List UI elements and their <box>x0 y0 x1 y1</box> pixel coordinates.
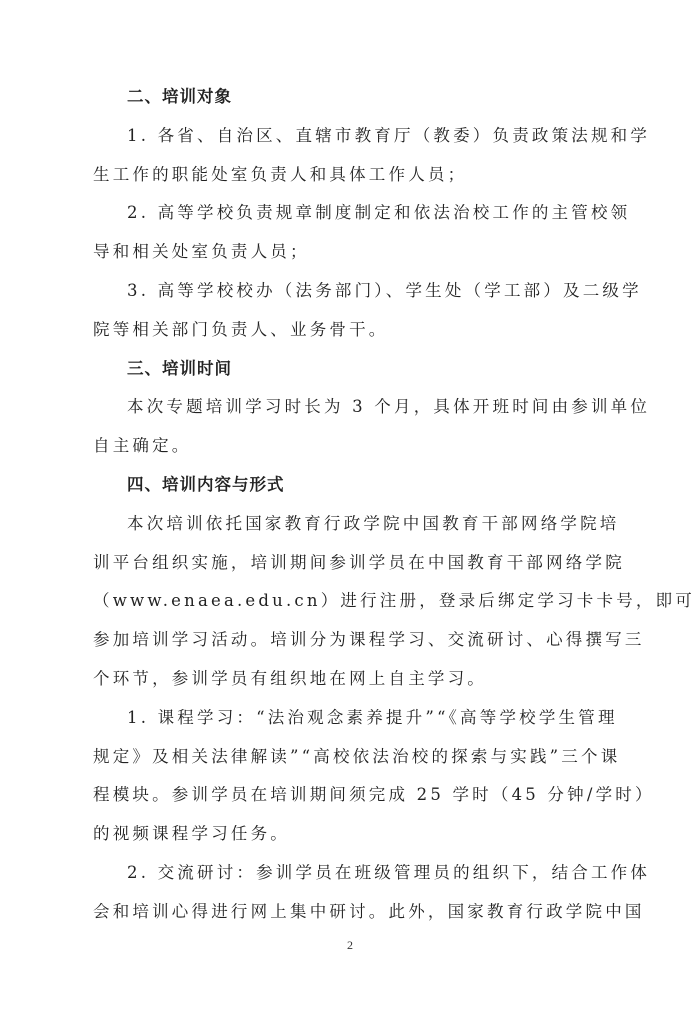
paragraph-line: 1. 各省、自治区、直辖市教育厅（教委）负责政策法规和学 <box>127 125 651 145</box>
paragraph-line: 程模块。参训学员在培训期间须完成 25 学时（45 分钟/学时） <box>93 785 655 805</box>
paragraph-line: 3. 高等学校校办（法务部门）、学生处（学工部）及二级学 <box>127 280 642 300</box>
paragraph-line: 自主确定。 <box>93 436 192 456</box>
paragraph-line: 生工作的职能处室负责人和具体工作人员； <box>93 164 468 184</box>
paragraph-line: 导和相关处室负责人员； <box>93 242 310 262</box>
paragraph-line: 参加培训学习活动。培训分为课程学习、交流研讨、心得撰写三 <box>93 630 645 650</box>
section-heading-content-format: 四、培训内容与形式 <box>127 474 285 494</box>
paragraph-line: 2. 交流研讨：参训学员在班级管理员的组织下，结合工作体 <box>127 862 651 882</box>
paragraph-line: 规定》及相关法律解读”“高校依法治校的探索与实践”三个课 <box>93 746 621 766</box>
page-number: 2 <box>347 938 353 952</box>
section-heading-training-time: 三、培训时间 <box>127 358 232 378</box>
paragraph-line: 训平台组织实施，培训期间参训学员在中国教育干部网络学院 <box>93 552 625 572</box>
document-page-body <box>93 78 695 932</box>
paragraph-line: 会和培训心得进行网上集中研讨。此外，国家教育行政学院中国 <box>93 901 645 921</box>
paragraph-line: 本次专题培训学习时长为 3 个月，具体开班时间由参训单位 <box>127 397 651 417</box>
paragraph-line: 个环节，参训学员有组织地在网上自主学习。 <box>93 668 487 688</box>
paragraph-line-url: （www.enaea.edu.cn）进行注册，登录后绑定学习卡卡号，即可 <box>93 591 695 611</box>
paragraph-line: 1. 课程学习：“法治观念素养提升”“《高等学校学生管理 <box>127 707 618 727</box>
paragraph-line: 本次培训依托国家教育行政学院中国教育干部网络学院培 <box>127 513 620 533</box>
section-heading-training-targets: 二、培训对象 <box>127 87 232 106</box>
paragraph-line: 的视频课程学习任务。 <box>93 824 290 844</box>
paragraph-line: 2. 高等学校负责规章制度制定和依法治校工作的主管校领 <box>127 203 631 223</box>
paragraph-line: 院等相关部门负责人、业务骨干。 <box>93 319 389 339</box>
